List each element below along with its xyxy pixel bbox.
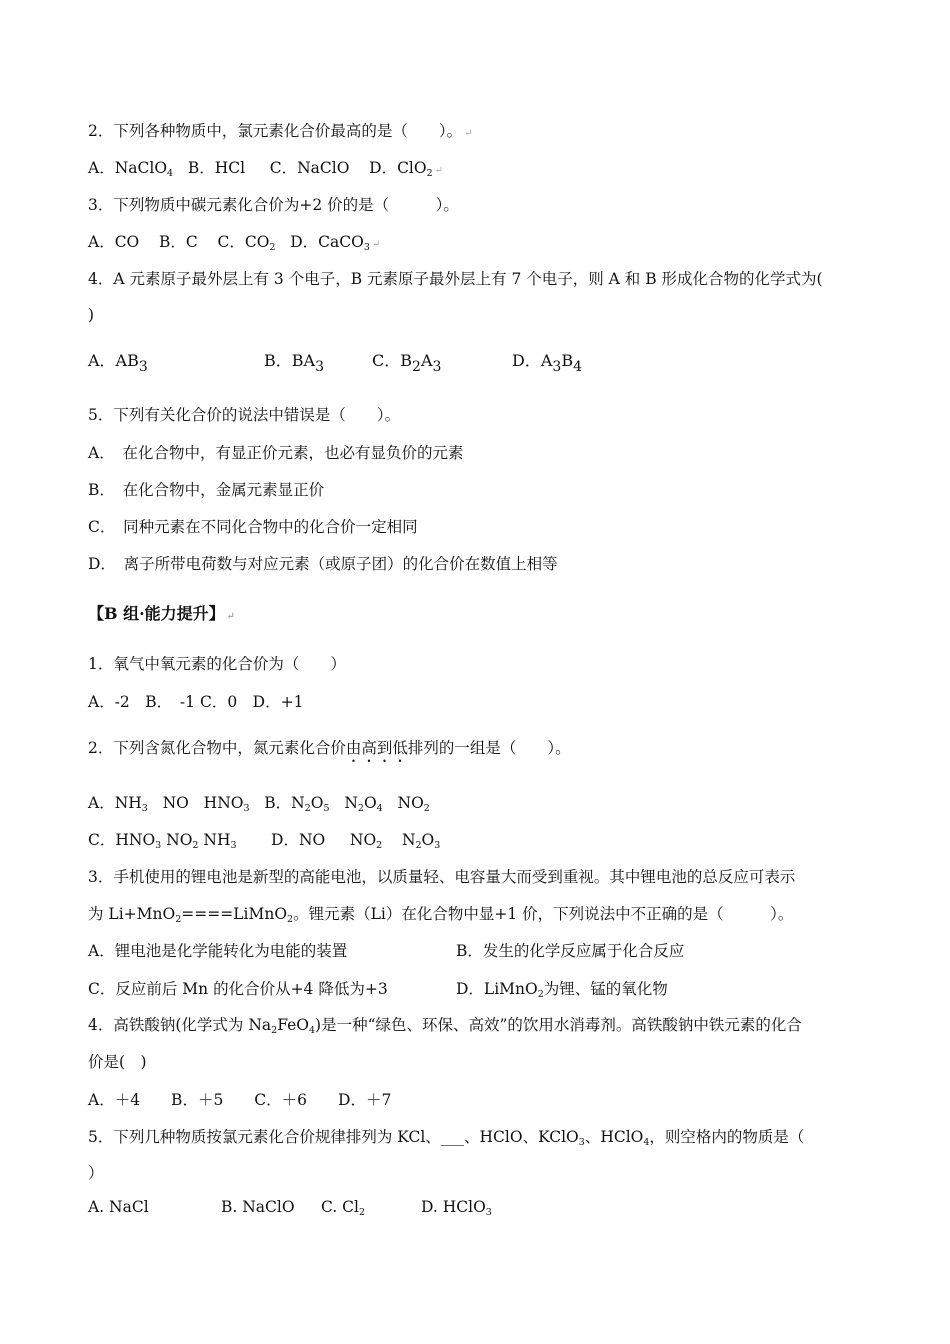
b-question-1-stem: 1．氧气中氧元素的化合价为（ ） xyxy=(88,655,346,673)
b-question-3-options-row1 xyxy=(88,941,684,961)
option-c: C．$B_2A_3$ xyxy=(372,351,442,375)
option-d: D. HClO$_3$ xyxy=(421,1198,492,1218)
b-question-2-stem: 2．下列含氮化合物中，氮元素化合价由高到低排列的一组是（ ）。 xyxy=(88,739,571,757)
question-3-options xyxy=(88,232,380,255)
b-question-3-stem-line2: 为 Li+MnO$_2$====LiMnO$_2$。锂元素（Li）在化合物中显+1 价，下列说法中不正确的是（ ）。 xyxy=(88,905,794,925)
question-5-option-a: A． 在化合物中，有显正价元素，也必有显负价的元素 xyxy=(88,444,464,462)
paragraph-mark: ↵ xyxy=(464,128,473,139)
option-d: D．CaCO$_3$ xyxy=(290,233,370,253)
question-3-stem: 3．下列物质中碳元素化合价为+2 价的是（ ）。 xyxy=(88,196,459,214)
b-question-2-options-row2 xyxy=(88,830,440,850)
question-5-option-d: D． 离子所带电荷数与对应元素（或原子团）的化合价在数值上相等 xyxy=(88,555,558,573)
emphasis-dots-text: 由高到低 xyxy=(345,739,408,757)
option-c: C．NaClO xyxy=(269,159,350,177)
b-question-4-stem-line2: 价是( ) xyxy=(88,1053,147,1071)
option-b: B. NaClO xyxy=(221,1198,295,1216)
option-d: D．$A_3B_4$ xyxy=(512,351,582,375)
b-question-3-stem-line1: 3．手机使用的锂电池是新型的高能电池，以质量轻、电容量大而受到重视。其中锂电池的总反应可表示 xyxy=(88,868,796,886)
option-a: A．锂电池是化学能转化为电能的装置 xyxy=(88,942,348,960)
question-2-stem: 2．下列各种物质中，氯元素化合价最高的是（ ）。 ↵ xyxy=(88,122,473,140)
option-b: B．C xyxy=(158,233,198,251)
option-a: A．$NH_3$ NO $HNO_3$ xyxy=(88,794,250,814)
question-2-options xyxy=(88,158,443,181)
option-c: C．反应前后 Mn 的化合价从+4 降低为+3 xyxy=(88,980,388,998)
option-d: D．LiMnO$_2$为锂、锰的氧化物 xyxy=(456,980,668,1000)
option-b: B．发生的化学反应属于化合反应 xyxy=(456,942,685,960)
section-b-heading: 【B 组·能力提升】 ↵ xyxy=(88,604,236,623)
option-c: C．$CO_2$ xyxy=(217,233,276,253)
b-question-4-stem-line1: 4．高铁酸钠(化学式为 $Na_2FeO_4$)是一种“绿色、环保、高效”的饮用水消毒剂。高铁酸钠中铁元素的化合 xyxy=(88,1016,802,1036)
question-4-stem: 4．A 元素原子最外层上有 3 个电子，B 元素原子最外层上有 7 个电子，则 A 和 B 形成化合物的化学式为( xyxy=(88,270,823,288)
option-c: C．$HNO_3$ $NO_2$ $NH_3$ xyxy=(88,831,237,851)
option-a: A．CO xyxy=(88,233,140,251)
option-d: D．ClO$_2$ xyxy=(369,159,433,179)
option-b: B．$BA_3$ xyxy=(264,351,324,375)
option-a: A．$AB_3$ xyxy=(88,351,148,375)
question-5-stem: 5．下列有关化合价的说法中错误是（ ）。 xyxy=(88,406,401,424)
question-4-stem-end: ) xyxy=(88,306,95,324)
question-5-option-c: C． 同种元素在不同化合物中的化合价一定相同 xyxy=(88,518,418,536)
answer-blank: ___ xyxy=(440,1128,465,1146)
b-question-4-options: A．＋4 B．＋5 C．＋6 D．＋7 xyxy=(88,1091,392,1109)
paragraph-mark: ↵ xyxy=(371,239,381,250)
paragraph-mark: ↵ xyxy=(226,611,236,622)
option-d: D．NO $NO_2$ $N_2O_3$ xyxy=(271,831,441,851)
b-question-3-options-row2 xyxy=(88,979,668,999)
b-question-5-stem-line1: 5．下列几种物质按氯元素化合价规律排列为 KCl、___、HClO、KClO$_3$、HClO$_4$，则空格内的物质是（ xyxy=(88,1128,805,1148)
question-5-option-b: B． 在化合物中，金属元素显正价 xyxy=(88,481,325,499)
option-a: A. NaCl xyxy=(88,1198,149,1216)
b-question-5-options xyxy=(88,1197,492,1217)
b-question-2-options-row1 xyxy=(88,793,430,813)
option-b: B．$N_2O_5$ $N_2O_4$ $NO_2$ xyxy=(264,794,430,814)
option-a: A．NaClO$_4$ xyxy=(88,159,174,179)
option-b: B．HCl xyxy=(187,159,246,177)
paragraph-mark: ↵ xyxy=(434,165,444,176)
option-c: C. $Cl_2$ xyxy=(321,1198,366,1218)
b-question-5-stem-line2: ） xyxy=(88,1164,104,1182)
b-question-1-options: A．-2 B． -1 C．0 D．+1 xyxy=(88,693,304,711)
question-4-options xyxy=(88,351,582,375)
